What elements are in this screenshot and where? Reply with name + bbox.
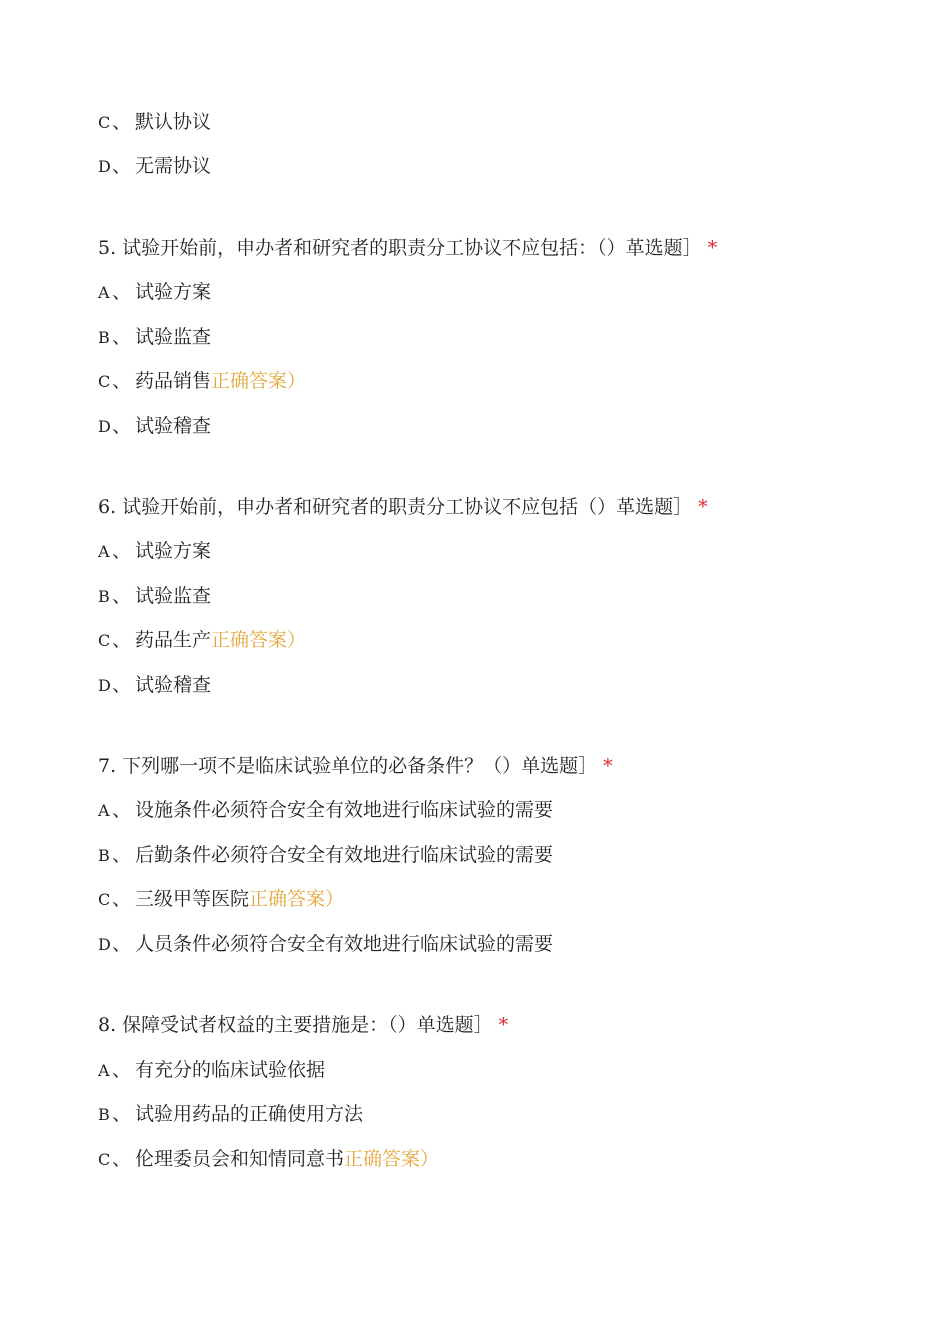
option-letter: C (98, 113, 111, 132)
option-row[interactable] (98, 153, 211, 180)
question-text: 7. 下列哪一项不是临床试验单位的必备条件？（）单选题］ (98, 755, 598, 777)
required-star-icon: * (498, 1014, 509, 1036)
option-separator: 、 (112, 281, 132, 303)
option-row[interactable] (98, 324, 211, 351)
option-row[interactable] (98, 538, 211, 565)
option-letter: A (98, 801, 110, 820)
option-row[interactable] (98, 627, 306, 654)
option-separator: 、 (112, 326, 132, 348)
option-letter: D (98, 676, 111, 695)
option-letter: B (98, 328, 110, 347)
option-text: 药品生产 (135, 629, 212, 651)
option-separator: 、 (112, 799, 132, 821)
option-separator: 、 (112, 674, 132, 696)
option-text: 药品销售 (135, 370, 212, 392)
option-separator: 、 (112, 1148, 132, 1170)
option-row[interactable] (98, 1146, 439, 1173)
question-text: 6. 试验开始前，申办者和研究者的职责分工协议不应包括（）革选题］ (98, 496, 693, 518)
question-text: 8. 保障受试者权益的主要措施是：（）单选题］ (98, 1014, 493, 1036)
option-row[interactable] (98, 279, 211, 306)
option-separator: 、 (112, 540, 132, 562)
option-letter: C (98, 1150, 111, 1169)
option-separator: 、 (112, 1103, 132, 1125)
question-stem (98, 494, 708, 520)
option-separator: 、 (112, 888, 132, 910)
option-letter: B (98, 1105, 110, 1124)
required-star-icon: * (707, 237, 718, 259)
question-stem (98, 753, 613, 779)
correct-answer-label: 正确答案） (249, 888, 345, 910)
option-letter: D (98, 157, 111, 176)
question-stem (98, 1012, 508, 1038)
option-letter: C (98, 372, 111, 391)
option-row[interactable] (98, 797, 553, 824)
option-letter: C (98, 631, 111, 650)
correct-answer-label: 正确答案） (344, 1148, 440, 1170)
option-text: 设施条件必须符合安全有效地进行临床试验的需要 (135, 799, 554, 821)
correct-answer-label: 正确答案） (211, 370, 307, 392)
option-row[interactable] (98, 842, 553, 869)
option-row[interactable] (98, 413, 211, 440)
option-text: 人员条件必须符合安全有效地进行临床试验的需要 (135, 933, 554, 955)
option-separator: 、 (112, 933, 132, 955)
option-text: 有充分的临床试验依据 (135, 1059, 326, 1081)
option-separator: 、 (112, 629, 132, 651)
option-letter: A (98, 542, 110, 561)
option-text: 无需协议 (135, 155, 212, 177)
option-letter: B (98, 846, 110, 865)
option-text: 三级甲等医院 (135, 888, 250, 910)
option-row[interactable] (98, 109, 211, 136)
option-row[interactable] (98, 1057, 325, 1084)
option-separator: 、 (112, 585, 132, 607)
option-letter: A (98, 283, 110, 302)
option-row[interactable] (98, 1101, 363, 1128)
option-separator: 、 (112, 1059, 132, 1081)
required-star-icon: * (603, 755, 613, 777)
question-stem (98, 235, 717, 261)
option-text: 伦理委员会和知情同意书 (135, 1148, 345, 1170)
option-letter: B (98, 587, 110, 606)
option-row[interactable] (98, 886, 344, 913)
correct-answer-label: 正确答案） (211, 629, 307, 651)
option-separator: 、 (112, 111, 132, 133)
option-separator: 、 (112, 844, 132, 866)
option-row[interactable] (98, 931, 553, 958)
option-text: 试验方案 (135, 540, 212, 562)
option-text: 试验监查 (135, 585, 212, 607)
option-text: 试验稽查 (135, 674, 212, 696)
option-separator: 、 (112, 415, 132, 437)
option-row[interactable] (98, 368, 306, 395)
option-letter: D (98, 935, 111, 954)
option-text: 试验方案 (135, 281, 212, 303)
option-row[interactable] (98, 583, 211, 610)
option-separator: 、 (112, 370, 132, 392)
option-letter: D (98, 417, 111, 436)
option-text: 试验用药品的正确使用方法 (135, 1103, 364, 1125)
option-text: 后勤条件必须符合安全有效地进行临床试验的需要 (135, 844, 554, 866)
option-letter: C (98, 890, 111, 909)
question-text: 5. 试验开始前，申办者和研究者的职责分工协议不应包括：（）革选题］ (98, 237, 702, 259)
option-letter: A (98, 1061, 110, 1080)
option-text: 试验稽查 (135, 415, 212, 437)
option-separator: 、 (112, 155, 132, 177)
option-text: 试验监查 (135, 326, 212, 348)
option-row[interactable] (98, 672, 211, 699)
option-text: 默认协议 (135, 111, 212, 133)
required-star-icon: * (698, 496, 708, 518)
